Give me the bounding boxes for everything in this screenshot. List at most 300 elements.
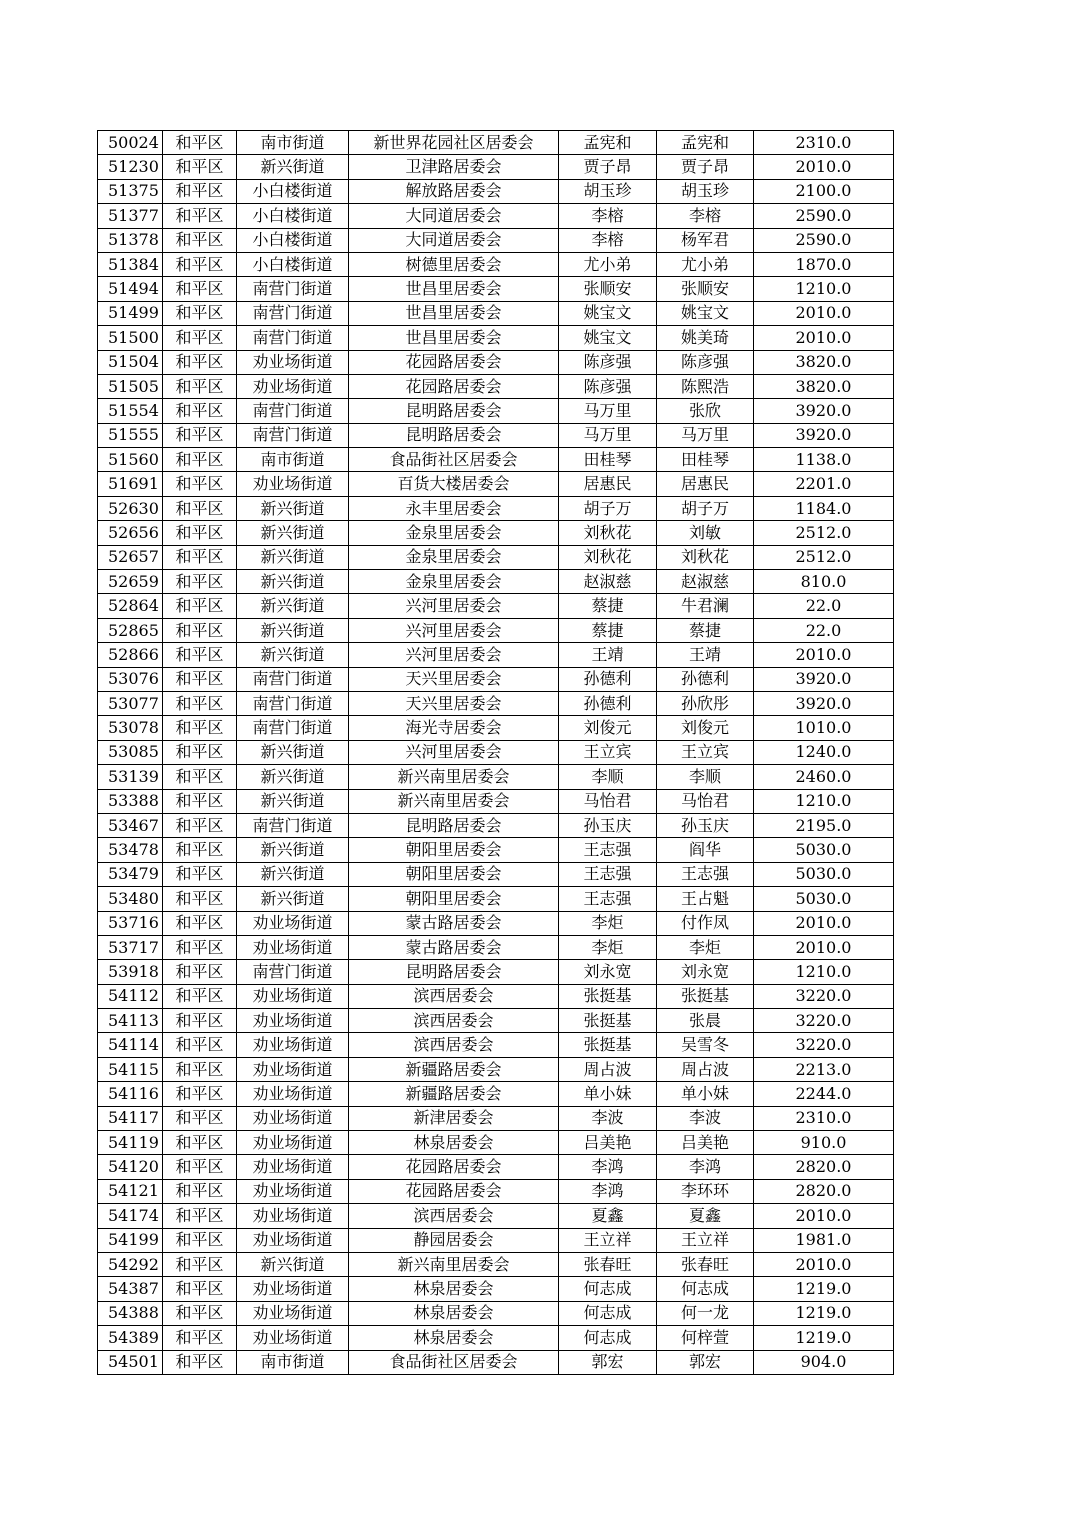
cell-district: 和平区 xyxy=(163,1326,237,1350)
cell-street: 劝业场街道 xyxy=(237,1301,349,1325)
cell-record-id: 53478 xyxy=(98,838,163,862)
cell-record-id: 51378 xyxy=(98,228,163,252)
cell-amount: 2010.0 xyxy=(754,301,894,325)
cell-person-name: 王立祥 xyxy=(657,1228,754,1252)
cell-person-name: 阎华 xyxy=(657,838,754,862)
cell-amount: 2010.0 xyxy=(754,155,894,179)
cell-person-name: 何志成 xyxy=(657,1277,754,1301)
cell-committee: 滨西居委会 xyxy=(349,1009,559,1033)
cell-street: 劝业场街道 xyxy=(237,374,349,398)
cell-household-head: 王立祥 xyxy=(559,1228,657,1252)
cell-street: 新兴街道 xyxy=(237,838,349,862)
cell-amount: 5030.0 xyxy=(754,887,894,911)
cell-household-head: 陈彦强 xyxy=(559,350,657,374)
cell-person-name: 孟宪和 xyxy=(657,131,754,155)
cell-person-name: 尤小弟 xyxy=(657,252,754,276)
cell-amount: 2010.0 xyxy=(754,911,894,935)
cell-household-head: 王靖 xyxy=(559,643,657,667)
cell-household-head: 蔡捷 xyxy=(559,594,657,618)
cell-person-name: 姚美琦 xyxy=(657,326,754,350)
cell-household-head: 何志成 xyxy=(559,1326,657,1350)
table-row xyxy=(98,374,894,398)
cell-street: 南市街道 xyxy=(237,448,349,472)
cell-record-id: 53479 xyxy=(98,862,163,886)
cell-amount: 3920.0 xyxy=(754,423,894,447)
cell-record-id: 51384 xyxy=(98,252,163,276)
cell-person-name: 牛君澜 xyxy=(657,594,754,618)
cell-district: 和平区 xyxy=(163,960,237,984)
cell-record-id: 51560 xyxy=(98,448,163,472)
cell-amount: 2460.0 xyxy=(754,765,894,789)
cell-person-name: 姚宝文 xyxy=(657,301,754,325)
cell-committee: 昆明路居委会 xyxy=(349,423,559,447)
cell-record-id: 54292 xyxy=(98,1252,163,1276)
cell-record-id: 54174 xyxy=(98,1204,163,1228)
cell-household-head: 张挺基 xyxy=(559,1033,657,1057)
cell-committee: 静园居委会 xyxy=(349,1228,559,1252)
cell-amount: 22.0 xyxy=(754,618,894,642)
cell-street: 劝业场街道 xyxy=(237,1106,349,1130)
cell-household-head: 刘永宽 xyxy=(559,960,657,984)
cell-district: 和平区 xyxy=(163,862,237,886)
table-row xyxy=(98,667,894,691)
cell-person-name: 胡子万 xyxy=(657,496,754,520)
cell-record-id: 54116 xyxy=(98,1082,163,1106)
table-row xyxy=(98,1106,894,1130)
cell-district: 和平区 xyxy=(163,813,237,837)
table-row xyxy=(98,228,894,252)
cell-district: 和平区 xyxy=(163,1277,237,1301)
cell-street: 新兴街道 xyxy=(237,1252,349,1276)
cell-household-head: 孙德利 xyxy=(559,691,657,715)
cell-street: 南营门街道 xyxy=(237,399,349,423)
cell-person-name: 李波 xyxy=(657,1106,754,1130)
cell-person-name: 马万里 xyxy=(657,423,754,447)
cell-committee: 昆明路居委会 xyxy=(349,960,559,984)
cell-committee: 大同道居委会 xyxy=(349,228,559,252)
cell-household-head: 陈彦强 xyxy=(559,374,657,398)
cell-record-id: 54113 xyxy=(98,1009,163,1033)
cell-person-name: 李炬 xyxy=(657,935,754,959)
cell-household-head: 刘俊元 xyxy=(559,716,657,740)
cell-street: 南营门街道 xyxy=(237,691,349,715)
cell-district: 和平区 xyxy=(163,374,237,398)
cell-record-id: 51691 xyxy=(98,472,163,496)
cell-street: 新兴街道 xyxy=(237,643,349,667)
cell-person-name: 刘俊元 xyxy=(657,716,754,740)
table-row xyxy=(98,1350,894,1374)
cell-district: 和平区 xyxy=(163,838,237,862)
cell-district: 和平区 xyxy=(163,570,237,594)
cell-amount: 2010.0 xyxy=(754,1252,894,1276)
cell-district: 和平区 xyxy=(163,789,237,813)
cell-district: 和平区 xyxy=(163,1204,237,1228)
cell-committee: 新兴南里居委会 xyxy=(349,789,559,813)
cell-district: 和平区 xyxy=(163,643,237,667)
table-row xyxy=(98,643,894,667)
cell-amount: 3920.0 xyxy=(754,667,894,691)
cell-amount: 1219.0 xyxy=(754,1277,894,1301)
cell-household-head: 吕美艳 xyxy=(559,1131,657,1155)
cell-amount: 2213.0 xyxy=(754,1057,894,1081)
cell-record-id: 54501 xyxy=(98,1350,163,1374)
cell-district: 和平区 xyxy=(163,179,237,203)
cell-district: 和平区 xyxy=(163,399,237,423)
cell-committee: 新兴南里居委会 xyxy=(349,765,559,789)
cell-amount: 1184.0 xyxy=(754,496,894,520)
cell-amount: 1240.0 xyxy=(754,740,894,764)
cell-person-name: 孙德利 xyxy=(657,667,754,691)
cell-person-name: 何一龙 xyxy=(657,1301,754,1325)
cell-person-name: 孙欣彤 xyxy=(657,691,754,715)
cell-district: 和平区 xyxy=(163,1106,237,1130)
cell-record-id: 52865 xyxy=(98,618,163,642)
cell-committee: 朝阳里居委会 xyxy=(349,887,559,911)
cell-committee: 朝阳里居委会 xyxy=(349,862,559,886)
cell-household-head: 王志强 xyxy=(559,887,657,911)
cell-person-name: 刘永宽 xyxy=(657,960,754,984)
table-row xyxy=(98,179,894,203)
table-row xyxy=(98,1326,894,1350)
cell-district: 和平区 xyxy=(163,326,237,350)
cell-person-name: 单小妹 xyxy=(657,1082,754,1106)
cell-district: 和平区 xyxy=(163,1057,237,1081)
cell-person-name: 吴雪冬 xyxy=(657,1033,754,1057)
cell-street: 劝业场街道 xyxy=(237,984,349,1008)
cell-amount: 3220.0 xyxy=(754,984,894,1008)
cell-district: 和平区 xyxy=(163,1009,237,1033)
cell-record-id: 54112 xyxy=(98,984,163,1008)
cell-record-id: 52656 xyxy=(98,521,163,545)
cell-street: 劝业场街道 xyxy=(237,911,349,935)
cell-district: 和平区 xyxy=(163,618,237,642)
table-row xyxy=(98,423,894,447)
cell-committee: 金泉里居委会 xyxy=(349,570,559,594)
cell-household-head: 王志强 xyxy=(559,862,657,886)
table-row xyxy=(98,570,894,594)
cell-amount: 2244.0 xyxy=(754,1082,894,1106)
cell-household-head: 郭宏 xyxy=(559,1350,657,1374)
cell-committee: 永丰里居委会 xyxy=(349,496,559,520)
cell-amount: 2820.0 xyxy=(754,1155,894,1179)
cell-record-id: 54120 xyxy=(98,1155,163,1179)
cell-street: 南营门街道 xyxy=(237,326,349,350)
cell-committee: 花园路居委会 xyxy=(349,1155,559,1179)
cell-street: 劝业场街道 xyxy=(237,1131,349,1155)
cell-district: 和平区 xyxy=(163,1155,237,1179)
cell-street: 南营门街道 xyxy=(237,667,349,691)
table-row xyxy=(98,326,894,350)
cell-amount: 1210.0 xyxy=(754,960,894,984)
cell-household-head: 何志成 xyxy=(559,1301,657,1325)
cell-street: 劝业场街道 xyxy=(237,1033,349,1057)
cell-district: 和平区 xyxy=(163,984,237,1008)
cell-record-id: 53918 xyxy=(98,960,163,984)
cell-committee: 滨西居委会 xyxy=(349,1033,559,1057)
cell-record-id: 54117 xyxy=(98,1106,163,1130)
cell-person-name: 李鸿 xyxy=(657,1155,754,1179)
cell-record-id: 51230 xyxy=(98,155,163,179)
cell-person-name: 李环环 xyxy=(657,1179,754,1203)
cell-person-name: 张春旺 xyxy=(657,1252,754,1276)
cell-amount: 1981.0 xyxy=(754,1228,894,1252)
cell-household-head: 李鸿 xyxy=(559,1179,657,1203)
cell-record-id: 53085 xyxy=(98,740,163,764)
cell-committee: 世昌里居委会 xyxy=(349,301,559,325)
table-row xyxy=(98,155,894,179)
cell-street: 南市街道 xyxy=(237,1350,349,1374)
cell-committee: 蒙古路居委会 xyxy=(349,935,559,959)
table-row xyxy=(98,448,894,472)
cell-household-head: 张挺基 xyxy=(559,1009,657,1033)
cell-household-head: 李榕 xyxy=(559,204,657,228)
table-row xyxy=(98,740,894,764)
cell-committee: 滨西居委会 xyxy=(349,1204,559,1228)
cell-committee: 昆明路居委会 xyxy=(349,399,559,423)
cell-district: 和平区 xyxy=(163,765,237,789)
cell-record-id: 50024 xyxy=(98,131,163,155)
cell-street: 劝业场街道 xyxy=(237,1057,349,1081)
cell-amount: 1138.0 xyxy=(754,448,894,472)
cell-district: 和平区 xyxy=(163,691,237,715)
cell-household-head: 姚宝文 xyxy=(559,326,657,350)
cell-committee: 食品街社区居委会 xyxy=(349,1350,559,1374)
table-row xyxy=(98,131,894,155)
cell-committee: 兴河里居委会 xyxy=(349,594,559,618)
cell-person-name: 李榕 xyxy=(657,204,754,228)
cell-district: 和平区 xyxy=(163,545,237,569)
cell-district: 和平区 xyxy=(163,1350,237,1374)
cell-record-id: 54387 xyxy=(98,1277,163,1301)
table-body xyxy=(98,131,894,1375)
cell-street: 南营门街道 xyxy=(237,301,349,325)
cell-street: 劝业场街道 xyxy=(237,1082,349,1106)
cell-household-head: 李炬 xyxy=(559,911,657,935)
table-row xyxy=(98,862,894,886)
cell-record-id: 53388 xyxy=(98,789,163,813)
cell-amount: 2010.0 xyxy=(754,935,894,959)
cell-committee: 蒙古路居委会 xyxy=(349,911,559,935)
cell-household-head: 胡玉珍 xyxy=(559,179,657,203)
table-row xyxy=(98,1009,894,1033)
cell-committee: 兴河里居委会 xyxy=(349,643,559,667)
cell-committee: 滨西居委会 xyxy=(349,984,559,1008)
cell-household-head: 刘秋花 xyxy=(559,545,657,569)
cell-district: 和平区 xyxy=(163,131,237,155)
cell-street: 新兴街道 xyxy=(237,570,349,594)
cell-district: 和平区 xyxy=(163,277,237,301)
cell-household-head: 马万里 xyxy=(559,399,657,423)
table-row xyxy=(98,911,894,935)
cell-street: 南营门街道 xyxy=(237,813,349,837)
cell-record-id: 52657 xyxy=(98,545,163,569)
cell-street: 新兴街道 xyxy=(237,740,349,764)
cell-record-id: 53078 xyxy=(98,716,163,740)
cell-person-name: 陈彦强 xyxy=(657,350,754,374)
cell-household-head: 马万里 xyxy=(559,423,657,447)
cell-household-head: 王立宾 xyxy=(559,740,657,764)
cell-street: 小白楼街道 xyxy=(237,228,349,252)
cell-household-head: 夏鑫 xyxy=(559,1204,657,1228)
cell-person-name: 蔡捷 xyxy=(657,618,754,642)
table-row xyxy=(98,1228,894,1252)
cell-committee: 世昌里居委会 xyxy=(349,277,559,301)
cell-street: 南营门街道 xyxy=(237,960,349,984)
cell-record-id: 54121 xyxy=(98,1179,163,1203)
cell-amount: 2010.0 xyxy=(754,1204,894,1228)
cell-amount: 3920.0 xyxy=(754,691,894,715)
cell-district: 和平区 xyxy=(163,594,237,618)
table-row xyxy=(98,887,894,911)
cell-district: 和平区 xyxy=(163,228,237,252)
cell-household-head: 孟宪和 xyxy=(559,131,657,155)
cell-district: 和平区 xyxy=(163,301,237,325)
cell-committee: 天兴里居委会 xyxy=(349,691,559,715)
cell-committee: 花园路居委会 xyxy=(349,1179,559,1203)
cell-household-head: 孙玉庆 xyxy=(559,813,657,837)
table-row xyxy=(98,277,894,301)
cell-district: 和平区 xyxy=(163,667,237,691)
cell-street: 劝业场街道 xyxy=(237,1155,349,1179)
cell-record-id: 51377 xyxy=(98,204,163,228)
cell-district: 和平区 xyxy=(163,472,237,496)
cell-committee: 天兴里居委会 xyxy=(349,667,559,691)
cell-street: 新兴街道 xyxy=(237,887,349,911)
table-row xyxy=(98,765,894,789)
cell-committee: 世昌里居委会 xyxy=(349,326,559,350)
cell-person-name: 陈熙浩 xyxy=(657,374,754,398)
cell-record-id: 51499 xyxy=(98,301,163,325)
cell-person-name: 刘敏 xyxy=(657,521,754,545)
cell-household-head: 贾子昂 xyxy=(559,155,657,179)
cell-person-name: 张挺基 xyxy=(657,984,754,1008)
cell-amount: 2310.0 xyxy=(754,131,894,155)
cell-street: 劝业场街道 xyxy=(237,350,349,374)
cell-committee: 卫津路居委会 xyxy=(349,155,559,179)
cell-person-name: 夏鑫 xyxy=(657,1204,754,1228)
cell-amount: 5030.0 xyxy=(754,838,894,862)
cell-household-head: 孙德利 xyxy=(559,667,657,691)
cell-household-head: 尤小弟 xyxy=(559,252,657,276)
cell-household-head: 胡子万 xyxy=(559,496,657,520)
cell-record-id: 54115 xyxy=(98,1057,163,1081)
cell-record-id: 54388 xyxy=(98,1301,163,1325)
cell-committee: 林泉居委会 xyxy=(349,1277,559,1301)
cell-person-name: 杨军君 xyxy=(657,228,754,252)
cell-amount: 904.0 xyxy=(754,1350,894,1374)
cell-amount: 2201.0 xyxy=(754,472,894,496)
cell-street: 劝业场街道 xyxy=(237,1179,349,1203)
cell-committee: 新津居委会 xyxy=(349,1106,559,1130)
cell-person-name: 贾子昂 xyxy=(657,155,754,179)
cell-committee: 林泉居委会 xyxy=(349,1326,559,1350)
table-row xyxy=(98,1301,894,1325)
cell-record-id: 51505 xyxy=(98,374,163,398)
table-row xyxy=(98,301,894,325)
cell-record-id: 51494 xyxy=(98,277,163,301)
cell-committee: 林泉居委会 xyxy=(349,1131,559,1155)
cell-household-head: 马怡君 xyxy=(559,789,657,813)
cell-record-id: 53480 xyxy=(98,887,163,911)
cell-amount: 2512.0 xyxy=(754,545,894,569)
cell-amount: 2512.0 xyxy=(754,521,894,545)
cell-household-head: 张挺基 xyxy=(559,984,657,1008)
cell-amount: 22.0 xyxy=(754,594,894,618)
cell-street: 劝业场街道 xyxy=(237,1009,349,1033)
cell-committee: 大同道居委会 xyxy=(349,204,559,228)
table-row xyxy=(98,813,894,837)
cell-amount: 5030.0 xyxy=(754,862,894,886)
cell-street: 新兴街道 xyxy=(237,545,349,569)
table-row xyxy=(98,594,894,618)
table-row xyxy=(98,935,894,959)
cell-street: 小白楼街道 xyxy=(237,204,349,228)
cell-person-name: 张欣 xyxy=(657,399,754,423)
cell-person-name: 郭宏 xyxy=(657,1350,754,1374)
cell-street: 劝业场街道 xyxy=(237,935,349,959)
table-row xyxy=(98,1179,894,1203)
cell-record-id: 51555 xyxy=(98,423,163,447)
cell-street: 新兴街道 xyxy=(237,618,349,642)
cell-committee: 金泉里居委会 xyxy=(349,521,559,545)
cell-household-head: 张春旺 xyxy=(559,1252,657,1276)
cell-person-name: 王靖 xyxy=(657,643,754,667)
table-row xyxy=(98,838,894,862)
cell-record-id: 54199 xyxy=(98,1228,163,1252)
cell-amount: 3820.0 xyxy=(754,350,894,374)
cell-person-name: 王立宾 xyxy=(657,740,754,764)
cell-record-id: 52659 xyxy=(98,570,163,594)
cell-district: 和平区 xyxy=(163,496,237,520)
cell-record-id: 51554 xyxy=(98,399,163,423)
cell-committee: 解放路居委会 xyxy=(349,179,559,203)
cell-person-name: 孙玉庆 xyxy=(657,813,754,837)
cell-committee: 海光寺居委会 xyxy=(349,716,559,740)
cell-district: 和平区 xyxy=(163,423,237,447)
cell-street: 新兴街道 xyxy=(237,496,349,520)
cell-person-name: 马怡君 xyxy=(657,789,754,813)
table-row xyxy=(98,691,894,715)
cell-household-head: 何志成 xyxy=(559,1277,657,1301)
cell-district: 和平区 xyxy=(163,1228,237,1252)
cell-street: 新兴街道 xyxy=(237,155,349,179)
cell-amount: 1219.0 xyxy=(754,1326,894,1350)
data-table xyxy=(97,130,894,1375)
cell-record-id: 53467 xyxy=(98,813,163,837)
cell-household-head: 李榕 xyxy=(559,228,657,252)
cell-amount: 2010.0 xyxy=(754,326,894,350)
cell-person-name: 王占魁 xyxy=(657,887,754,911)
cell-person-name: 吕美艳 xyxy=(657,1131,754,1155)
cell-household-head: 姚宝文 xyxy=(559,301,657,325)
cell-committee: 金泉里居委会 xyxy=(349,545,559,569)
table-row xyxy=(98,1033,894,1057)
cell-committee: 百货大楼居委会 xyxy=(349,472,559,496)
cell-record-id: 53716 xyxy=(98,911,163,935)
cell-street: 南营门街道 xyxy=(237,423,349,447)
table-row xyxy=(98,789,894,813)
cell-person-name: 田桂琴 xyxy=(657,448,754,472)
table-row xyxy=(98,204,894,228)
cell-record-id: 53717 xyxy=(98,935,163,959)
cell-street: 南市街道 xyxy=(237,131,349,155)
cell-amount: 1210.0 xyxy=(754,277,894,301)
cell-amount: 910.0 xyxy=(754,1131,894,1155)
cell-household-head: 李顺 xyxy=(559,765,657,789)
cell-amount: 1210.0 xyxy=(754,789,894,813)
cell-amount: 3820.0 xyxy=(754,374,894,398)
table-row xyxy=(98,618,894,642)
